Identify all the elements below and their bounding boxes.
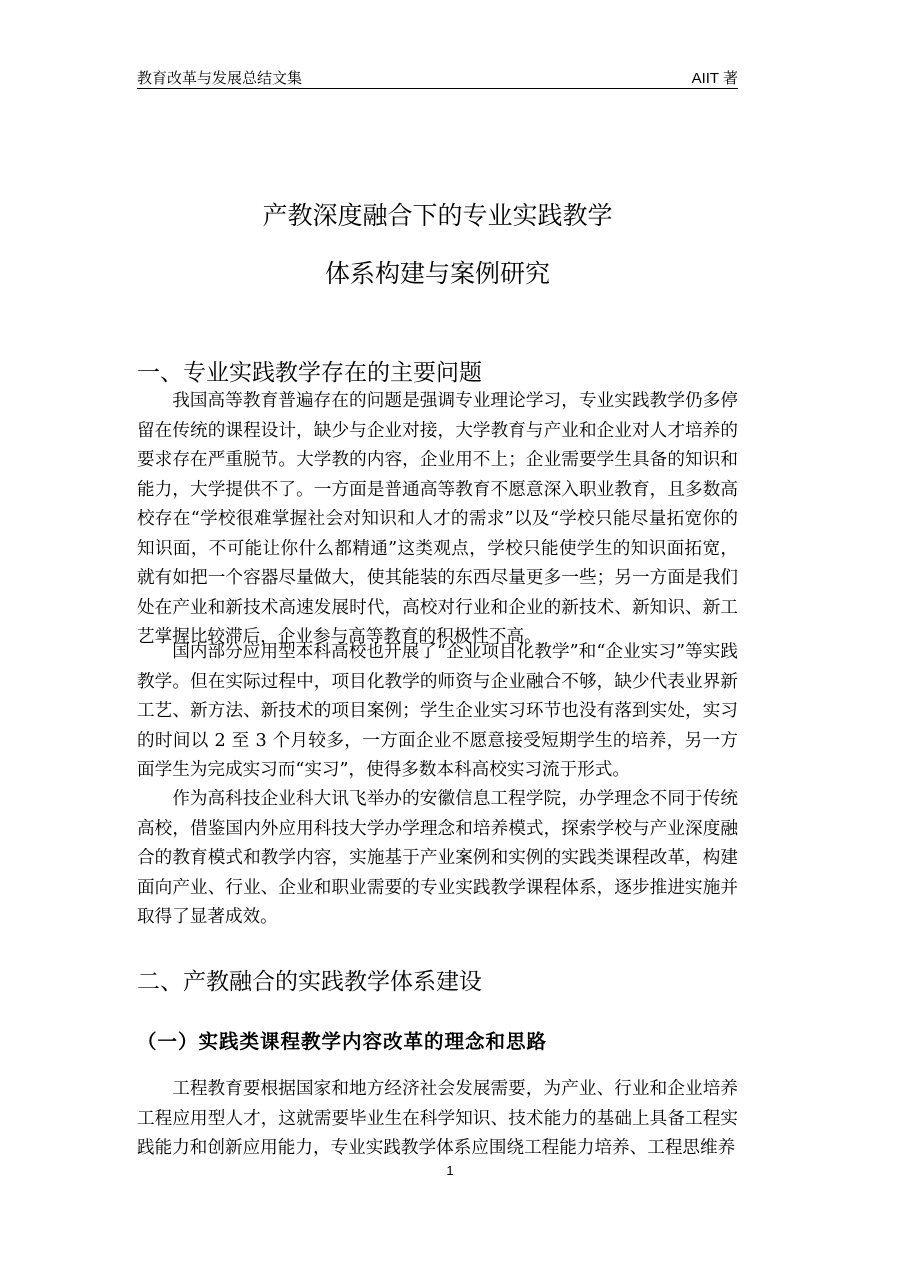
subsection-2-1-heading: （一）实践类课程教学内容改革的理念和思路 — [137, 1030, 548, 1053]
section-1-paragraph-3: 作为高科技企业科大讯飞举办的安徽信息工程学院，办学理念不同于传统高校，借鉴国内外应用科技大学办学理念和培养模式，探索学校与产业深度融合的教育模式和教学内容，实施基于产业案例和实例的实践类课程改革，构建面向产业、行业、企业和职业需要的专业实践教学课程体系，逐步推进实施并取得了显著成效。 — [137, 789, 738, 927]
section-1-heading: 一、专业实践教学存在的主要问题 — [137, 360, 482, 386]
header-collection-title: 教育改革与发展总结文集 — [137, 69, 303, 87]
document-title-line-2: 体系构建与案例研究 — [324, 259, 550, 288]
section-2-heading: 二、产教融合的实践教学体系建设 — [137, 969, 482, 995]
section-2-paragraph-1: 工程教育要根据国家和地方经济社会发展需要，为产业、行业和企业培养工程应用型人才，这就需要毕业生在科学知识、技术能力的基础上具备工程实践能力和创新应用能力，专业实践教学体系应围绕工程能力培养、工程思维养 — [137, 1079, 738, 1158]
page-header — [137, 66, 738, 89]
section-1-paragraph-1: 我国高等教育普遍存在的问题是强调专业理论学习，专业实践教学仍多停留在传统的课程设计，缺少与企业对接，大学教育与产业和企业对人才培养的要求存在严重脱节。大学教的内容，企业用不上；企业需要学生具备的知识和能力，大学提供不了。一方面是普通高等教育不愿意深入职业教育，且多数高校存在“学校很难掌握社会对知识和人才的需求”以及“学校只能尽量拓宽你的知识面，不可能让你什么都精通”这类观点，学校只能使学生的知识面拓宽，就有如把一个容器尽量做大，使其能装的东西尽量更多一些；另一方面是我们处在产业和新技术高速发展时代，高校对行业和企业的新技术、新知识、新工艺掌握比较滞后，企业参与高等教育的积极性不高。 — [137, 391, 738, 647]
document-title-line-1: 产教深度融合下的专业实践教学 — [262, 201, 613, 230]
header-author: AIIT 著 — [691, 70, 738, 87]
page-number: 1 — [446, 1163, 454, 1178]
section-1-paragraph-2: 国内部分应用型本科高校也开展了“企业项目化教学”和“企业实习”等实践教学。但在实际过程中，项目化教学的师资与企业融合不够，缺少代表业界新工艺、新方法、新技术的项目案例；学生企业实习环节也没有落到实处，实习的时间以 2 至 3 个月较多，一方面企业不愿意接受短期学生的培养，另一方面学生为完成实习而“实习”，使得多数本科高校实习流于形式。 — [137, 642, 738, 780]
